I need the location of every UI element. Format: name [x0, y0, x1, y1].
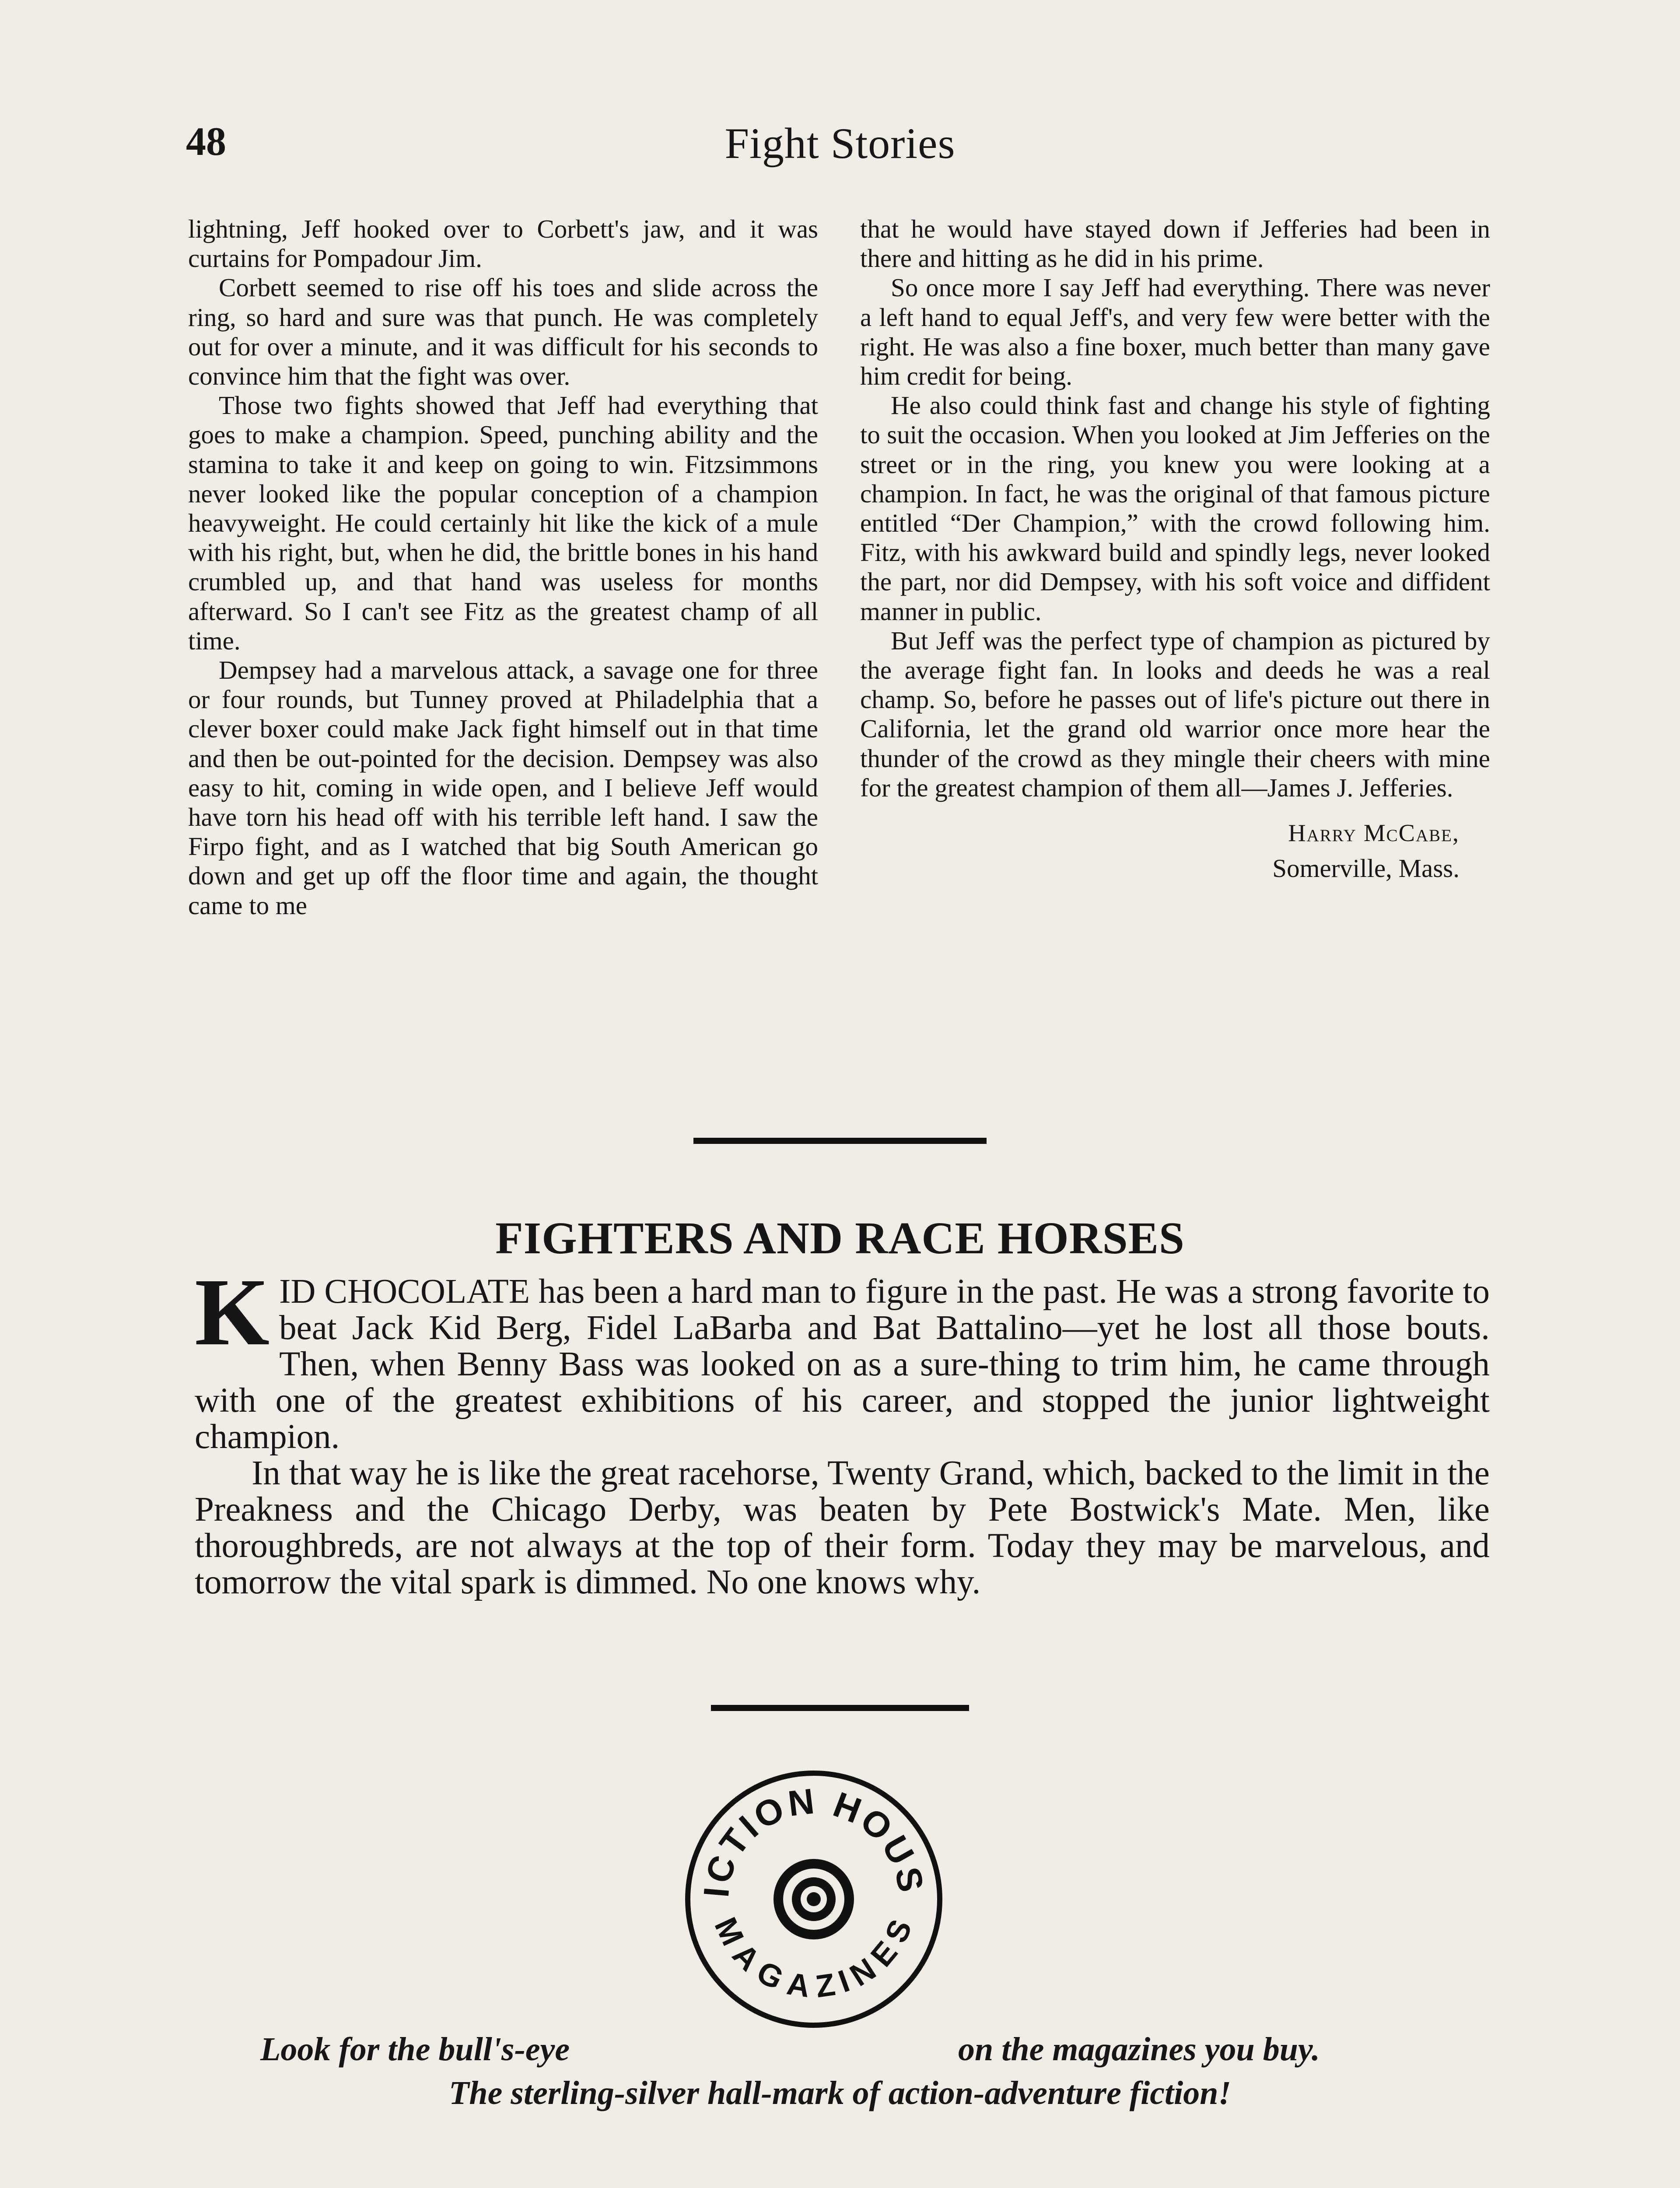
article-paragraph-text: ID CHOCOLATE has been a hard man to figure in the past. He was a strong favorite to beat Jack Kid Berg, Fidel LaBarba and Bat Battalino—yet he lost all those bouts. Then, when Benny Bass was looked on as a sure-thing to trim him, he came through with one of the greatest exhibitions of his career, and stopped the junior lightweight champion.	[195, 1273, 1490, 1456]
tagline-second-line: The sterling-silver hall-mark of action-adventure fiction!	[448, 2075, 1232, 2111]
emblem-bottom-text: MAGAZINES	[707, 1912, 920, 2005]
tagline-right: on the magazines you buy.	[958, 2031, 1320, 2068]
fiction-house-emblem	[682, 1768, 945, 2030]
letter-paragraph: But Jeff was the perfect type of champion as pictured by the average fight fan. In looks and deeds he was a real champ. So, before he passes out of life's picture out there in California, let the grand old warrior once more hear the thunder of the crowd as they mingle their cheers with mine for the greatest champion of them all—James J. Jefferies.	[860, 626, 1490, 802]
letter-paragraph: Corbett seemed to rise off his toes and slide across the ring, so hard and sure was that punch. He was completely out for over a minute, and it was difficult for his seconds to convince him that the fight was over.	[188, 273, 818, 391]
left-column	[188, 214, 818, 920]
letter-paragraph: Dempsey had a marvelous attack, a savage one for three or four rounds, but Tunney proved at Philadelphia that a clever boxer could make Jack fight himself out in that time and then be out-pointed for the decision. Dempsey was also easy to hit, coming in wide open, and I believe Jeff would have torn his head off with his terrible left hand. I saw the Firpo fight, and as I watched that big South American go down and get up off the floor time and again, the thought came to me	[188, 656, 818, 920]
letter-paragraph: that he would have stayed down if Jefferies had been in there and hitting as he did in his prime.	[860, 214, 1490, 273]
tagline-left: Look for the bull's-eye	[260, 2031, 570, 2068]
page-header	[0, 118, 1680, 175]
section-divider	[693, 1138, 987, 1144]
signature-place: Somerville, Mass.	[1272, 854, 1460, 883]
article-heading: FIGHTERS AND RACE HORSES	[495, 1213, 1185, 1263]
article-paragraph: In that way he is like the great racehorse, Twenty Grand, which, backed to the limit in the Preakness and the Chicago Derby, was beaten by Pete Bostwick's Mate. Men, like thoroughbreds, are not always at the top of their form. Today they may be marvelous, and tomorrow the vital spark is dimmed. No one knows why.	[195, 1454, 1490, 1601]
section-divider	[711, 1705, 969, 1711]
letter-paragraph: He also could think fast and change his style of fighting to suit the occasion. When you looked at Jim Jefferies on the street or in the ring, you knew you were looking at a champion. In fact, he was the original of that famous picture entitled “Der Champion,” with the crowd following him. Fitz, with his awkward build and spindly legs, never looked the part, nor did Dempsey, with his soft voice and diffident manner in public.	[860, 391, 1490, 626]
letter-signature	[860, 816, 1490, 886]
letter-paragraph: So once more I say Jeff had everything. There was never a left hand to equal Jeff's, and very few were better with the right. He was also a fine boxer, much better than many gave him credit for being.	[860, 273, 1490, 391]
drop-cap: K	[195, 1259, 270, 1365]
article-body	[195, 1259, 1490, 1601]
letter-paragraph: Those two fights showed that Jeff had everything that goes to make a champion. Speed, punching ability and the stamina to take it and keep on going to win. Fitzsimmons never looked like the popular conception of a champion heavyweight. He could certainly hit like the kick of a mule with his right, but, when he did, the brittle bones in his hand crumbled up, and that hand was useless for months afterward. So I can't see Fitz as the greatest champ of all time.	[188, 391, 818, 655]
signature-name: Harry McCabe,	[1288, 820, 1460, 847]
letter-columns	[188, 214, 1501, 1081]
bullseye-logo-icon	[682, 1768, 945, 2030]
page-number: 48	[186, 119, 226, 164]
running-title: Fight Stories	[724, 119, 956, 168]
letter-paragraph: lightning, Jeff hooked over to Corbett's jaw, and it was curtains for Pompadour Jim.	[188, 214, 818, 273]
right-column	[860, 214, 1490, 886]
article-paragraph	[195, 1259, 1490, 1456]
emblem-top-text: ICTION HOUS	[696, 1781, 931, 1899]
